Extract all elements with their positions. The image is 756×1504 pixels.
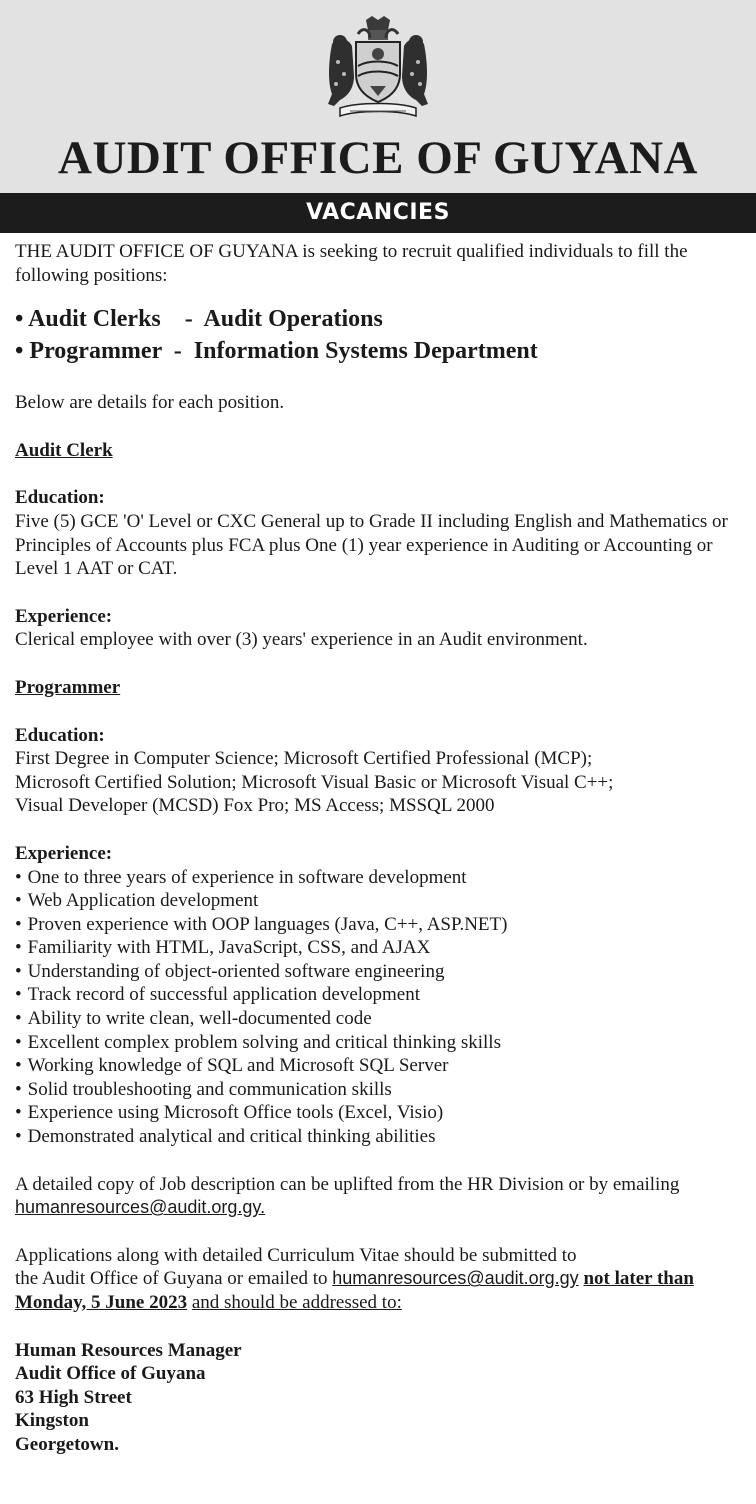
audit-clerk-experience-text: Clerical employee with over (3) years' experience in an Audit environment. <box>15 629 588 651</box>
position-item: • Audit Clerks - Audit Operations <box>15 306 383 333</box>
list-item: • Web Application development <box>15 889 745 913</box>
list-item: • Demonstrated analytical and critical thinking abilities <box>15 1125 745 1149</box>
postal-address <box>15 1339 745 1457</box>
audit-clerk-heading: Audit Clerk <box>15 439 113 461</box>
list-item: • Excellent complex problem solving and critical thinking skills <box>15 1031 745 1055</box>
programmer-education-line: Microsoft Certified Solution; Microsoft Visual Basic or Microsoft Visual C++; <box>15 771 614 793</box>
programmer-education-line: Visual Developer (MCSD) Fox Pro; MS Access; MSSQL 2000 <box>15 795 495 817</box>
programmer-education-label: Education: <box>15 724 105 746</box>
hr-email-link[interactable]: humanresources@audit.org.gy <box>332 1268 579 1289</box>
list-item: • Experience using Microsoft Office tools (Excel, Visio) <box>15 1101 745 1125</box>
page-title: AUDIT OFFICE OF GUYANA <box>58 132 698 184</box>
audit-clerk-education-label: Education: <box>15 487 105 509</box>
list-item: • Working knowledge of SQL and Microsoft SQL Server <box>15 1054 745 1078</box>
address-line: Audit Office of Guyana <box>15 1363 206 1385</box>
coat-of-arms-icon <box>318 14 438 122</box>
applications-line-1: Applications along with detailed Curriculum Vitae should be submitted to <box>15 1244 577 1266</box>
address-line: Human Resources Manager <box>15 1339 242 1361</box>
hr-email-link[interactable]: humanresources@audit.org.gy. <box>15 1197 266 1218</box>
audit-clerk-education-text: Five (5) GCE 'O' Level or CXC General up to Grade II including English and Mathematics or Principles of Accounts plus FCA plus One (1) year experience in Auditing or Accounting or Level 1 AAT or CAT. <box>15 510 728 580</box>
addressed-to-text: and should be addressed to: <box>191 1292 402 1313</box>
programmer-education-line: First Degree in Computer Science; Microsoft Certified Professional (MCP); <box>15 748 593 770</box>
position-item: • Programmer - Information Systems Department <box>15 338 538 365</box>
intro-text: THE AUDIT OFFICE OF GUYANA is seeking to recruit qualified individuals to fill the following positions: <box>15 241 688 286</box>
applications-text: the Audit Office of Guyana or emailed to humanresources@audit.org.gy not later than Monday, 5 June 2023 and should be addressed to: <box>15 1268 694 1313</box>
details-intro: Below are details for each position. <box>15 392 285 414</box>
programmer-experience-label: Experience: <box>15 842 113 864</box>
job-description-text: A detailed copy of Job description can be uplifted from the HR Division or by emailing humanresources@audit.org.gy. <box>15 1173 680 1218</box>
list-item: • Familiarity with HTML, JavaScript, CSS, and AJAX <box>15 936 745 960</box>
address-line: Georgetown. <box>15 1433 119 1455</box>
header <box>0 0 756 193</box>
deadline-text: not later than Monday, 5 June 2023 <box>15 1268 694 1313</box>
notice-body <box>15 240 745 1457</box>
programmer-experience-list <box>15 866 745 1149</box>
list-item: • Ability to write clean, well-documented code <box>15 1007 745 1031</box>
audit-clerk-experience-label: Experience: <box>15 605 113 627</box>
list-item: • Track record of successful application development <box>15 983 745 1007</box>
vacancies-banner: VACANCIES <box>0 193 756 233</box>
address-line: Kingston <box>15 1410 89 1432</box>
list-item: • Proven experience with OOP languages (Java, C++, ASP.NET) <box>15 913 745 937</box>
list-item: • Understanding of object-oriented software engineering <box>15 960 745 984</box>
list-item: • Solid troubleshooting and communication skills <box>15 1078 745 1102</box>
list-item: • One to three years of experience in software development <box>15 866 745 890</box>
programmer-heading: Programmer <box>15 676 121 698</box>
positions-list <box>15 303 745 367</box>
address-line: 63 High Street <box>15 1386 132 1408</box>
